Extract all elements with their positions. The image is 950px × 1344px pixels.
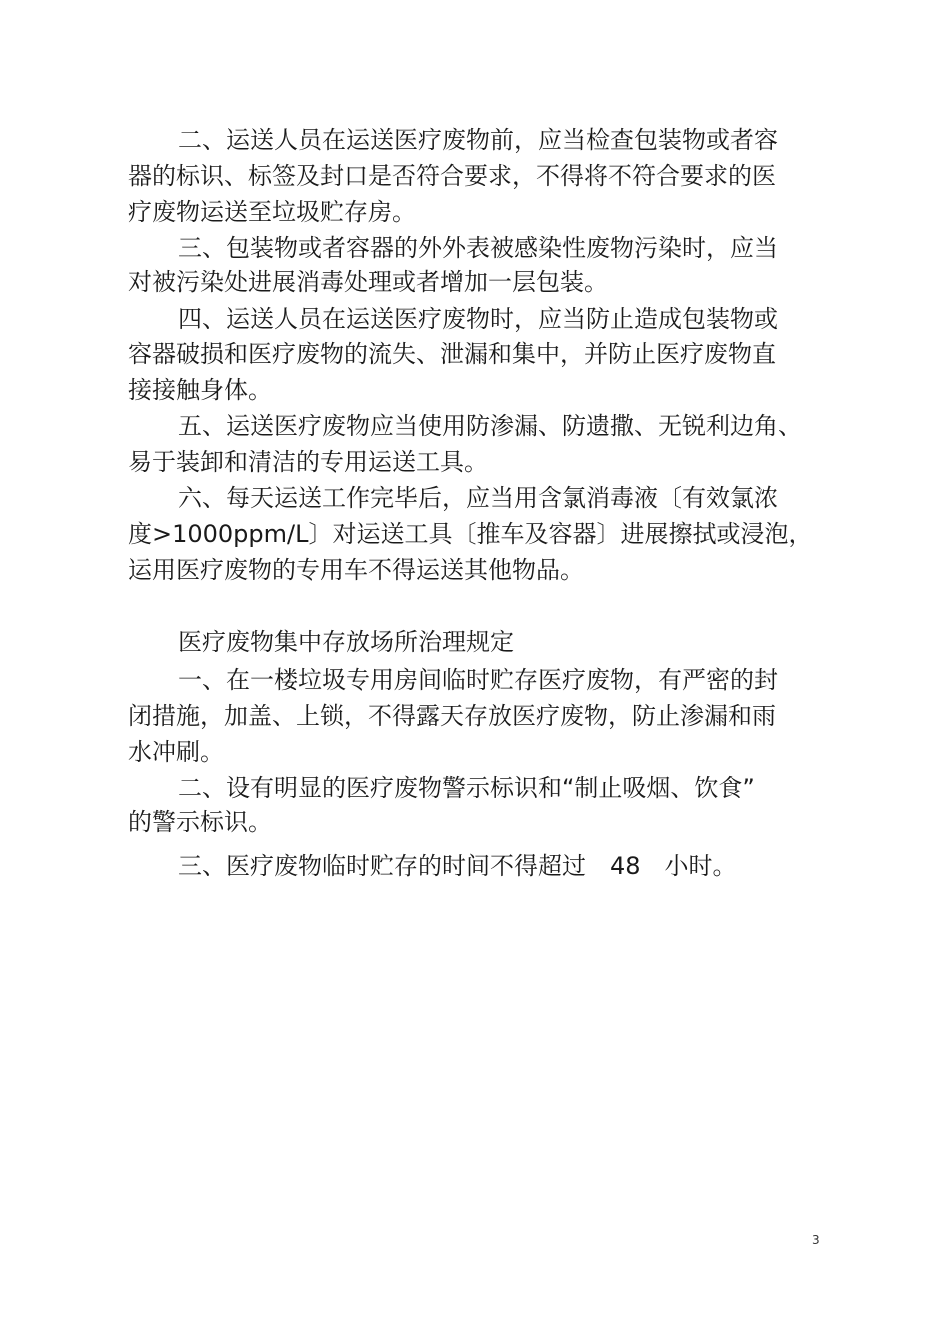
paragraph-line: 二、运送人员在运送医疗废物前，应当检查包装物或者容 bbox=[178, 126, 778, 154]
paragraph-line: 易于装卸和清洁的专用运送工具。 bbox=[128, 448, 488, 476]
paragraph-line: 度>1000ppm/L〕对运送工具〔推车及容器〕进展擦拭或浸泡， bbox=[128, 520, 813, 548]
paragraph-line: 容器破损和医疗废物的流失、泄漏和集中，并防止医疗废物直 bbox=[128, 340, 776, 368]
paragraph-line: 器的标识、标签及封口是否符合要求，不得将不符合要求的医 bbox=[128, 162, 776, 190]
paragraph-line: 三、医疗废物临时贮存的时间不得超过 48 小时。 bbox=[178, 852, 737, 880]
paragraph-line: 三、包装物或者容器的外外表被感染性废物污染时，应当 bbox=[178, 234, 778, 262]
paragraph-line: 运用医疗废物的专用车不得运送其他物品。 bbox=[128, 556, 584, 584]
paragraph-line: 接接触身体。 bbox=[128, 376, 272, 404]
paragraph-line: 四、运送人员在运送医疗废物时，应当防止造成包装物或 bbox=[178, 305, 778, 333]
paragraph-line: 一、在一楼垃圾专用房间临时贮存医疗废物，有严密的封 bbox=[178, 666, 778, 694]
paragraph-line: 五、运送医疗废物应当使用防渗漏、防遗撒、无锐利边角、 bbox=[178, 412, 802, 440]
paragraph-line: 闭措施，加盖、上锁，不得露天存放医疗废物，防止渗漏和雨 bbox=[128, 702, 776, 730]
paragraph-line: 二、设有明显的医疗废物警示标识和“制止吸烟、饮食” bbox=[178, 774, 755, 802]
paragraph-line: 对被污染处进展消毒处理或者增加一层包装。 bbox=[128, 268, 608, 296]
paragraph-line: 的警示标识。 bbox=[128, 808, 272, 836]
page-number: 3 bbox=[812, 1233, 820, 1247]
paragraph-line: 六、每天运送工作完毕后，应当用含氯消毒液〔有效氯浓 bbox=[178, 484, 778, 512]
paragraph-line: 水冲刷。 bbox=[128, 738, 224, 766]
section-title: 医疗废物集中存放场所治理规定 bbox=[178, 628, 514, 656]
paragraph-line: 疗废物运送至垃圾贮存房。 bbox=[128, 198, 416, 226]
